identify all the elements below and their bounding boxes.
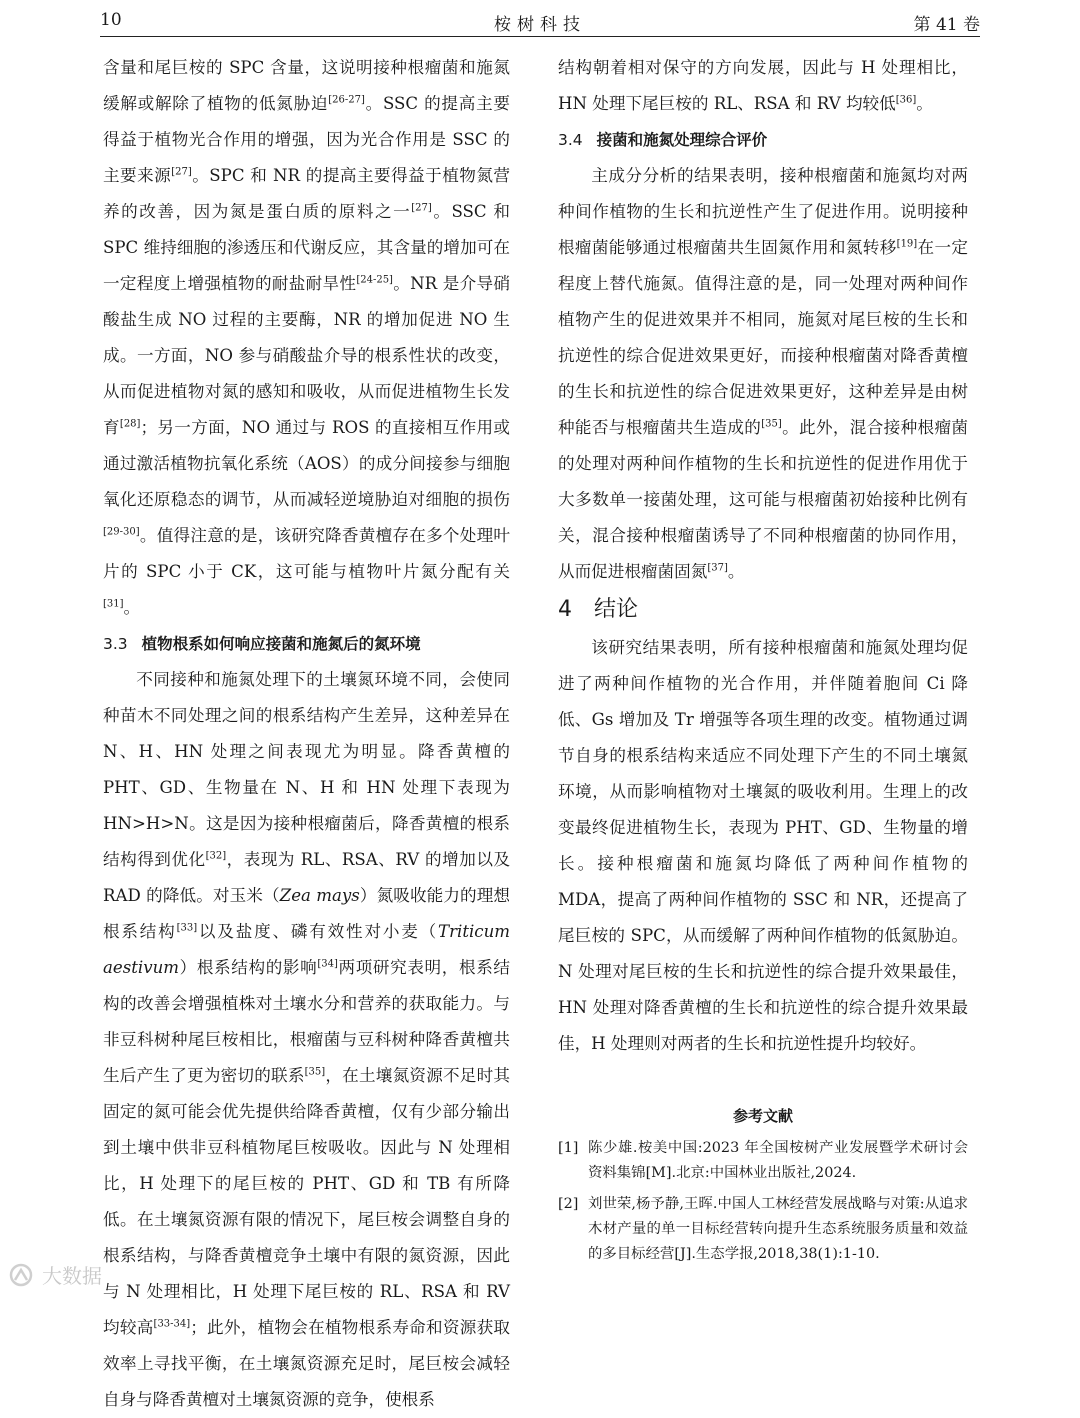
reference-number: [1] xyxy=(558,1140,579,1156)
citation: [29-30] xyxy=(103,526,140,538)
watermark-text: 大数据 xyxy=(42,1264,102,1288)
references-list xyxy=(558,1136,968,1273)
citation: [36] xyxy=(895,94,917,106)
left-column xyxy=(103,50,510,1418)
citation: [28] xyxy=(119,418,141,430)
reference-number: [2] xyxy=(558,1196,579,1212)
citation: [31] xyxy=(103,598,124,610)
journal-title: 桉树科技 xyxy=(494,15,586,35)
section-heading-3-3: 3.3 植物根系如何响应接菌和施氮后的氮环境 xyxy=(103,635,421,653)
citation: [27] xyxy=(171,166,192,178)
reference-item xyxy=(558,1192,968,1267)
paragraph-evaluation: 主成分分析的结果表明，接种根瘤菌和施氮均对两种间作植物的生长和抗逆性产生了促进作用。说明接种根瘤菌能够通过根瘤菌共生固氮作用和氮转移[19]在一定程度上替代施氮。值得注意的是，同一处理对两种间作植物产生的促进效果并不相同，施氮对尾巨桉的生长和抗逆性的综合促进效果更好，而接种根瘤菌对降香黄檀的生长和抗逆性的综合促进效果更好，这种差异是由树种能否与根瘤菌共生造成的[35]。此外，混合接种根瘤菌的处理对两种间作植物的生长和抗逆性的促进作用优于大多数单一接菌处理，这可能与根瘤菌初始接种比例有关，混合接种根瘤菌诱导了不同种根瘤菌的协同作用，从而促进根瘤菌固氮[37]。 xyxy=(558,166,969,581)
right-column xyxy=(558,50,968,1062)
paragraph-root-response: 不同接种和施氮处理下的土壤氮环境不同，会使同种苗木不同处理之间的根系结构产生差异，这种差异在 N、H、HN 处理之间表现尤为明显。降香黄檀的 PHT、GD、生物量在 N、H 和 HN 处理下表现为 HN>H>N。这是因为接种根瘤菌后，降香黄檀的根系结构得到优化[32]，表现为 RL、RSA、RV 的增加以及 RAD 的降低。对玉米（Zea mays）氮吸收能力的理想根系结构[33]以及盐度、磷有效性对小麦（Triticum aestivum）根系结构的影响[34]两项研究表明，根系结构的改善会增强植株对土壤水分和营养的获取能力。与非豆科树种尾巨桉相比，根瘤菌与豆科树种降香黄檀共生后产生了更为密切的联系[35]，在土壤氮资源不足时其固定的氮可能会优先提供给降香黄檀，仅有少部分输出到土壤中供非豆科植物尾巨桉吸收。因此与 N 处理相比，H 处理下的尾巨桉的 PHT、GD 和 TB 有所降低。在土壤氮资源有限的情况下，尾巨桉会调整自身的根系结构，与降香黄檀竞争土壤中有限的氮资源，因此与 N 处理相比，H 处理下尾巨桉的 RL、RSA 和 RV 均较高[33-34]；此外，植物会在植物根系寿命和资源获取效率上寻找平衡，在土壤氮资源充足时，尾巨桉会减轻自身与降香黄檀对土壤氮资源的竞争，使根系 xyxy=(103,670,511,1409)
citation: [32] xyxy=(205,850,227,862)
citation: [26-27] xyxy=(328,94,365,106)
citation: [33-34] xyxy=(153,1318,191,1330)
citation: [35] xyxy=(761,418,782,430)
citation: [19] xyxy=(896,238,918,250)
paragraph-conclusion: 该研究结果表明，所有接种根瘤菌和施氮处理均促进了两种间作植物的光合作用，并伴随着胞间 Ci 降低、Gs 增加及 Tr 增强等各项生理的改变。植物通过调节自身的根系结构来适应不同处理下产生的不同土壤氮环境，从而影响植物对土壤氮的吸收利用。生理上的改变最终促进植物生长，表现为 PHT、GD、生物量的增长。接种根瘤菌和施氮均降低了两种间作植物的 MDA，提高了两种间作植物的 SSC 和 NR，还提高了尾巨桉的 SPC，从而缓解了两种间作植物的低氮胁迫。N 处理对尾巨桉的生长和抗逆性的综合提升效果最佳，HN 处理对降香黄檀的生长和抗逆性的综合提升效果最佳，H 处理则对两者的生长和抗逆性提升均较好。 xyxy=(558,638,968,1053)
watermark-logo-icon xyxy=(8,1262,38,1288)
paragraph-continued: 结构朝着相对保守的方向发展，因此与 H 处理相比，HN 处理下尾巨桉的 RL、RSA 和 RV 均较低[36]。 xyxy=(558,58,968,113)
citation: [24-25] xyxy=(356,274,393,286)
citation: [33] xyxy=(176,922,198,934)
page-header xyxy=(100,6,980,37)
citation: [35] xyxy=(304,1066,326,1078)
section-heading-3-4: 3.4 接菌和施氮处理综合评价 xyxy=(558,131,768,149)
chapter-heading-conclusion: 4 结论 xyxy=(558,597,639,622)
paragraph-continued: 含量和尾巨桉的 SPC 含量，这说明接种根瘤菌和施氮缓解或解除了植物的低氮胁迫[26-27]。SSC 的提高主要得益于植物光合作用的增强，因为光合作用是 SSC 的主要来源[27]。SPC 和 NR 的提高主要得益于植物氮营养的改善，因为氮是蛋白质的原料之一[27]。SSC 和 SPC 维持细胞的渗透压和代谢反应，其含量的增加可在一定程度上增强植物的耐盐耐旱性[24-25]。NR 是介导硝酸盐生成 NO 过程的主要酶，NR 的增加促进 NO 生成。一方面，NO 参与硝酸盐介导的根系性状的改变，从而促进植物对氮的感知和吸收，从而促进植物生长发育[28]；另一方面，NO 通过与 ROS 的直接相互作用或通过激活植物抗氧化系统（AOS）的成分间接参与细胞氧化还原稳态的调节，从而减轻逆境胁迫对细胞的损伤[29-30]。值得注意的是，该研究降香黄檀存在多个处理叶片的 SPC 小于 CK，这可能与植物叶片氮分配有关[31]。 xyxy=(103,58,511,617)
reference-text: 陈少雄.桉美中国:2023 年全国桉树产业发展暨学术研讨会资料集锦[M].北京:中国林业出版社,2024. xyxy=(588,1140,968,1181)
page-number: 10 xyxy=(100,10,122,30)
species-name: Triticum aestivum xyxy=(103,922,511,977)
citation: [27] xyxy=(411,202,432,214)
citation: [37] xyxy=(707,562,728,574)
reference-text: 刘世荣,杨予静,王晖.中国人工林经营发展战略与对策:从追求木材产量的单一目标经营转向提升生态系统服务质量和效益的多目标经营[J].生态学报,2018,38(1):1-10. xyxy=(588,1196,968,1262)
citation: [34] xyxy=(317,958,338,970)
volume-label: 第 41 卷 xyxy=(913,15,980,35)
reference-item xyxy=(558,1136,968,1186)
species-name: Zea mays xyxy=(279,886,360,905)
watermark xyxy=(8,1260,102,1289)
references-heading: 参考文献 xyxy=(732,1107,793,1125)
